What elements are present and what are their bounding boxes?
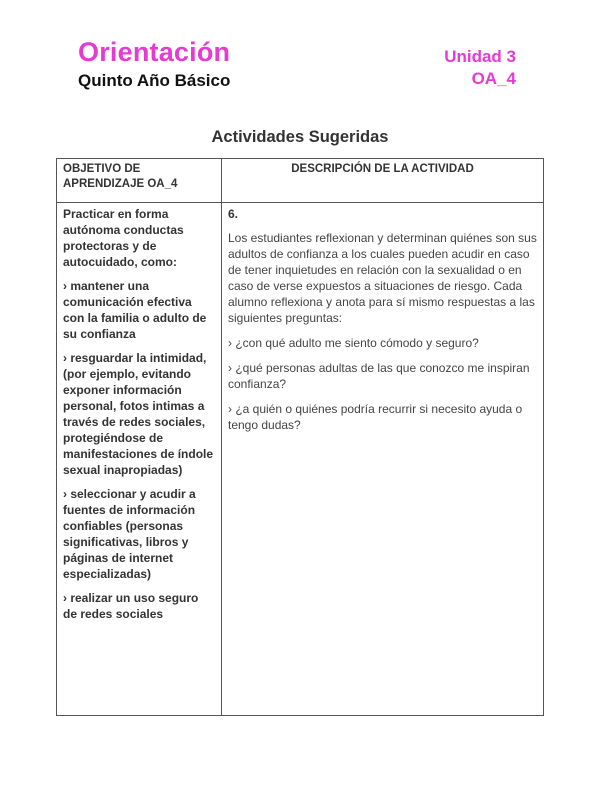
activity-cell: [228, 206, 538, 442]
subject-title: Orientación: [78, 37, 231, 67]
activity-description: Los estudiantes reflexionan y determinan quiénes son sus adultos de confianza a los cuales pueden acudir en caso de tener inquietudes en relación con la sexualidad o en caso de verse expuestos a situaciones de riesgo. Cada alumno reflexiona y anota para sí mismo respuestas a las siguientes preguntas:: [228, 231, 537, 325]
objective-intro: Practicar en forma autónoma conductas protectoras y de autocuidado, como:: [63, 207, 184, 269]
objective-item: › mantener una comunicación efectiva con la familia o adulto de su confianza: [63, 279, 207, 341]
activity-column-header: DESCRIPCIÓN DE LA ACTIVIDAD: [291, 163, 474, 175]
table-header-row: [57, 159, 543, 203]
objective-item: › realizar un uso seguro de redes sociales: [63, 591, 199, 621]
activities-table: [56, 158, 544, 716]
header-left: [78, 36, 230, 92]
objective-cell: [63, 206, 215, 630]
grade-level: Quinto Año Básico: [78, 71, 231, 90]
objective-item: › resguardar la intimidad, (por ejemplo, evitando exponer información personal, fotos intimas a través de redes sociales, protegiéndose de manifestaciones de índole sexual inapropiadas): [63, 351, 214, 477]
activity-number: 6.: [228, 207, 239, 221]
section-title: Actividades Sugeridas: [211, 128, 389, 146]
objective-column-header: OBJETIVO DE APRENDIZAJE OA_4: [63, 163, 178, 190]
unit-label: Unidad 3: [444, 47, 516, 66]
oa-code: OA_4: [471, 69, 516, 88]
activity-question: › ¿a quién o quiénes podría recurrir si necesito ayuda o tengo dudas?: [228, 402, 523, 432]
objective-item: › seleccionar y acudir a fuentes de información confiables (personas significativas, libros y páginas de internet especializadas): [63, 487, 196, 581]
activity-question: › ¿con qué adulto me siento cómodo y seguro?: [228, 336, 479, 350]
header-right: [444, 46, 516, 90]
activity-question: › ¿qué personas adultas de las que conozco me inspiran confianza?: [228, 361, 530, 391]
column-divider: [221, 159, 222, 715]
